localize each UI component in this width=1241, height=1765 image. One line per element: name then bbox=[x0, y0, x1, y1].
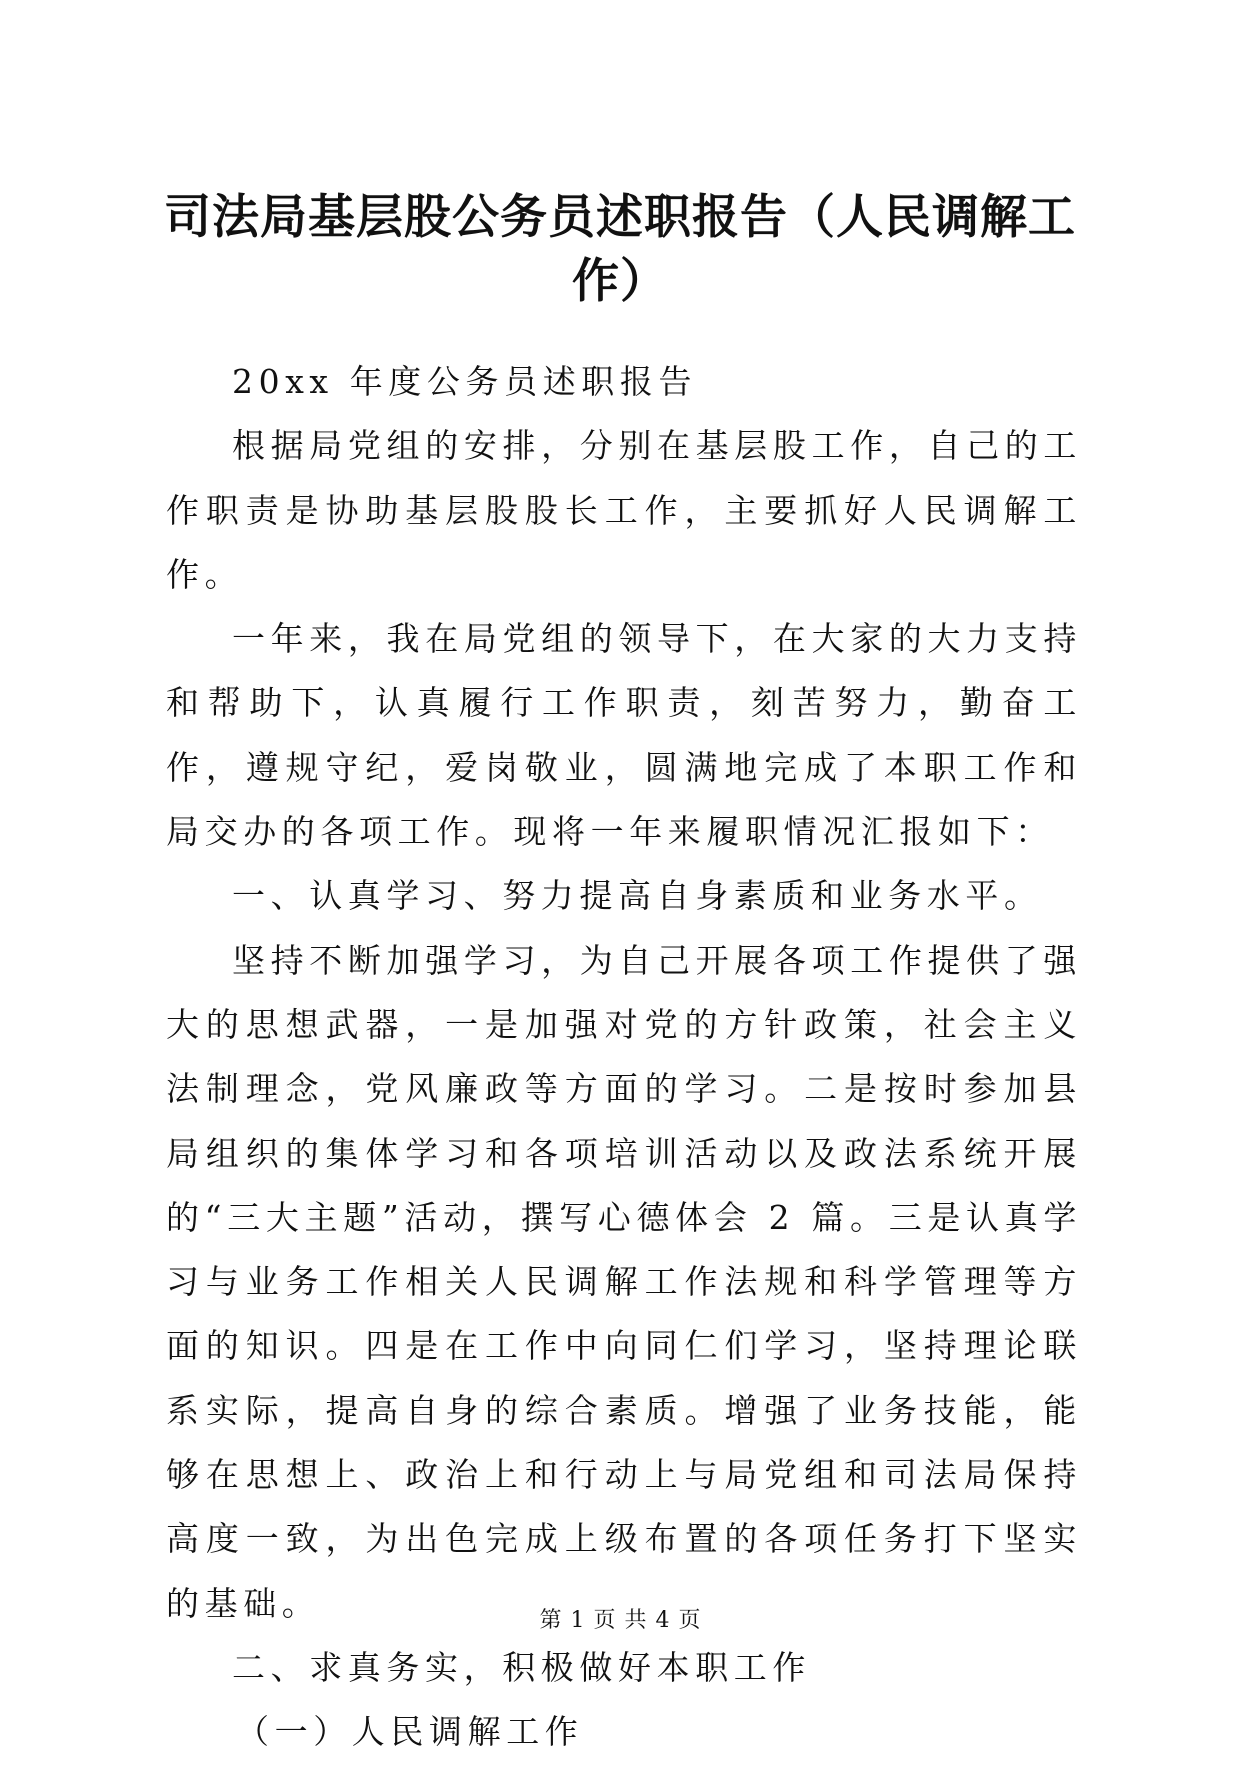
document-body bbox=[166, 350, 1082, 1765]
body-paragraph: 坚持不断加强学习，为自己开展各项工作提供了强大的思想武器，一是加强对党的方针政策，社会主义法制理念，党风廉政等方面的学习。二是按时参加县局组织的集体学习和各项培训活动以及政法系统开展的“三大主题”活动，撰写心德体会 2 篇。三是认真学习与业务工作相关人民调解工作法规和科学管理等方面的知识。四是在工作中向同仁们学习，坚持理论联系实际，提高自身的综合素质。增强了业务技能，能够在思想上、政治上和行动上与局党组和司法局保持高度一致，为出色完成上级布置的各项任务打下坚实的基础。 bbox=[166, 940, 1082, 1623]
section-heading: 二、求真务实，积极做好本职工作 bbox=[232, 1647, 811, 1687]
page-indicator: 第 1 页 共 4 页 bbox=[539, 1608, 702, 1633]
section-heading: 一、认真学习、努力提高自身素质和业务水平。 bbox=[232, 876, 1043, 916]
subsection-heading: （一）人民调解工作 bbox=[236, 1712, 584, 1752]
title-line-1: 司法局基层股公务员述职报告（人民调解工 bbox=[164, 190, 1076, 245]
document-title bbox=[150, 186, 1090, 314]
body-paragraph: 根据局党组的安排，分别在基层股工作，自己的工作职责是协助基层股股长工作，主要抓好人民调解工作。 bbox=[166, 426, 1082, 594]
page-footer bbox=[0, 1606, 1241, 1636]
title-line-2: 作） bbox=[572, 254, 668, 309]
report-subtitle: 20xx 年度公务员述职报告 bbox=[232, 362, 698, 401]
body-paragraph: 一年来，我在局党组的领导下，在大家的大力支持和帮助下，认真履行工作职责，刻苦努力，勤奋工作，遵规守纪，爱岗敬业，圆满地完成了本职工作和局交办的各项工作。现将一年来履职情况汇报如下： bbox=[166, 619, 1082, 852]
